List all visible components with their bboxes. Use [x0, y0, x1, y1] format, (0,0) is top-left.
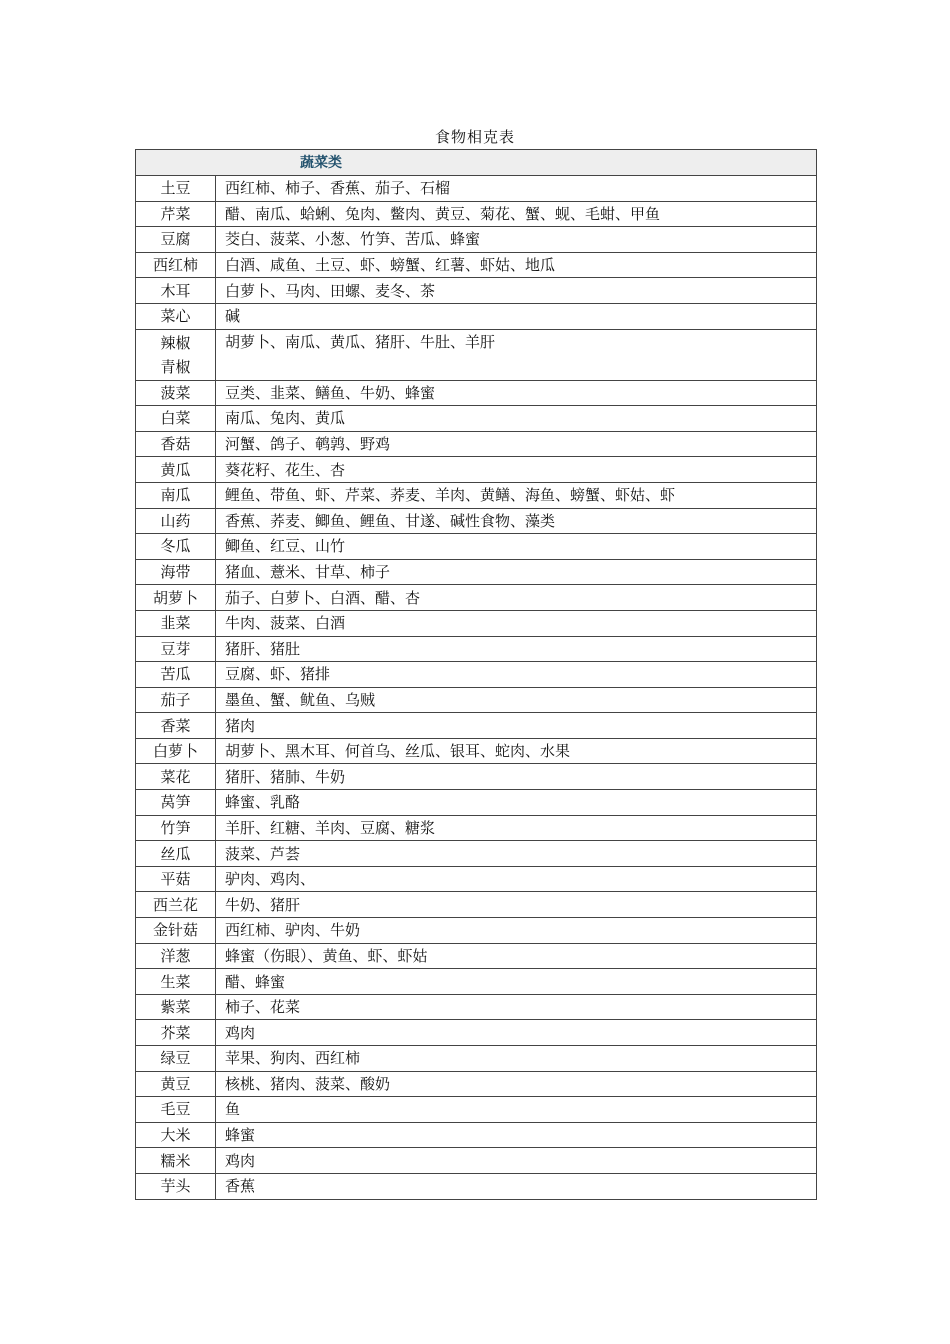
table-row	[136, 1071, 817, 1097]
food-name: 香菜	[160, 716, 191, 735]
table-row	[136, 636, 817, 662]
food-name-cell	[136, 252, 216, 278]
food-name: 香菇	[160, 435, 191, 454]
food-name: 金针菇	[152, 921, 198, 940]
incompatible-foods-cell: 猪肉	[216, 713, 817, 739]
table-row	[136, 303, 817, 329]
food-name: 丝瓜	[160, 844, 191, 863]
table-row	[136, 1173, 817, 1199]
incompatible-foods-cell: 蜂蜜	[216, 1122, 817, 1148]
table-row	[136, 713, 817, 739]
food-name-cell	[136, 866, 216, 892]
table-row	[136, 815, 817, 841]
food-name: 苦瓜	[160, 665, 191, 684]
food-name-cell	[136, 176, 216, 202]
incompatible-foods-cell: 蜂蜜、乳酪	[216, 790, 817, 816]
incompatible-foods-cell: 驴肉、鸡肉、	[216, 866, 817, 892]
table-row	[136, 1122, 817, 1148]
food-name: 豆芽	[160, 639, 191, 658]
table-row	[136, 508, 817, 534]
food-name: 豆腐	[160, 230, 191, 249]
table-row	[136, 585, 817, 611]
table-row	[136, 738, 817, 764]
food-name-cell	[136, 662, 216, 688]
table-row	[136, 1046, 817, 1072]
incompatible-foods-cell: 鱼	[216, 1097, 817, 1123]
incompatible-foods-cell: 豆类、韭菜、鳝鱼、牛奶、蜂蜜	[216, 380, 817, 406]
food-name: 辣椒	[160, 333, 191, 352]
food-name: 黄豆	[160, 1074, 191, 1093]
incompatible-foods-cell: 茭白、菠菜、小葱、竹笋、苦瓜、蜂蜜	[216, 227, 817, 253]
incompatible-foods-cell: 豆腐、虾、猪排	[216, 662, 817, 688]
food-name: 土豆	[160, 179, 191, 198]
food-incompatibility-table	[135, 149, 817, 1200]
food-name: 西兰花	[152, 895, 198, 914]
table-row	[136, 1097, 817, 1123]
food-name-cell	[136, 892, 216, 918]
food-name-cell	[136, 303, 216, 329]
food-name-cell	[136, 687, 216, 713]
food-name: 黄瓜	[160, 460, 191, 479]
table-row	[136, 201, 817, 227]
food-name-cell	[136, 329, 216, 380]
incompatible-foods-cell: 鲤鱼、带鱼、虾、芹菜、荞麦、羊肉、黄鳝、海鱼、螃蟹、虾姑、虾	[216, 482, 817, 508]
incompatible-foods-cell: 胡萝卜、黑木耳、何首乌、丝瓜、银耳、蛇肉、水果	[216, 738, 817, 764]
incompatible-foods-cell: 香蕉、荞麦、鲫鱼、鲤鱼、甘遂、碱性食物、藻类	[216, 508, 817, 534]
food-name-cell	[136, 636, 216, 662]
table-row	[136, 918, 817, 944]
food-name-cell	[136, 1046, 216, 1072]
food-name: 山药	[160, 511, 191, 530]
food-name: 韭菜	[160, 614, 191, 633]
food-name: 冬瓜	[160, 537, 191, 556]
food-name: 毛豆	[160, 1100, 191, 1119]
food-name-cell	[136, 482, 216, 508]
category-label: 蔬菜类	[300, 155, 342, 171]
table-row	[136, 994, 817, 1020]
table-row	[136, 406, 817, 432]
incompatible-foods-cell: 河蟹、鸽子、鹌鹑、野鸡	[216, 431, 817, 457]
food-name-cell	[136, 1020, 216, 1046]
food-name-cell	[136, 201, 216, 227]
incompatible-foods-cell: 蜂蜜（伤眼）、黄鱼、虾、虾姑	[216, 943, 817, 969]
table-row	[136, 457, 817, 483]
food-name-cell	[136, 431, 216, 457]
table-row	[136, 227, 817, 253]
incompatible-foods-cell: 羊肝、红糖、羊肉、豆腐、糖浆	[216, 815, 817, 841]
food-name: 生菜	[160, 972, 191, 991]
incompatible-foods-cell: 醋、蜂蜜	[216, 969, 817, 995]
incompatible-foods-cell: 西红柿、驴肉、牛奶	[216, 918, 817, 944]
food-name: 西红柿	[152, 256, 198, 275]
table-row	[136, 687, 817, 713]
food-name: 木耳	[160, 281, 191, 300]
incompatible-foods-cell: 柿子、花菜	[216, 994, 817, 1020]
food-name-cell	[136, 585, 216, 611]
incompatible-foods-cell: 鲫鱼、红豆、山竹	[216, 534, 817, 560]
food-name: 茄子	[160, 690, 191, 709]
food-name-cell	[136, 713, 216, 739]
food-name: 菜花	[160, 767, 191, 786]
food-name: 糯米	[160, 1151, 191, 1170]
incompatible-foods-cell: 猪血、薏米、甘草、柿子	[216, 559, 817, 585]
incompatible-foods-cell: 胡萝卜、南瓜、黄瓜、猪肝、牛肚、羊肝	[216, 329, 817, 380]
incompatible-foods-cell: 白酒、咸鱼、土豆、虾、螃蟹、红薯、虾姑、地瓜	[216, 252, 817, 278]
incompatible-foods-cell: 西红柿、柿子、香蕉、茄子、石榴	[216, 176, 817, 202]
food-name: 芋头	[160, 1177, 191, 1196]
food-name-cell	[136, 508, 216, 534]
food-name: 洋葱	[160, 946, 191, 965]
table-row	[136, 252, 817, 278]
food-name: 芥菜	[160, 1023, 191, 1042]
category-header-cell	[136, 150, 817, 176]
food-name-cell	[136, 790, 216, 816]
incompatible-foods-cell: 牛奶、猪肝	[216, 892, 817, 918]
food-name-cell	[136, 943, 216, 969]
table-row	[136, 841, 817, 867]
food-name-cell	[136, 406, 216, 432]
food-name: 菠菜	[160, 383, 191, 402]
food-name-cell	[136, 1173, 216, 1199]
food-name-cell	[136, 610, 216, 636]
food-name-cell	[136, 815, 216, 841]
table-row	[136, 278, 817, 304]
table-row	[136, 764, 817, 790]
incompatible-foods-cell: 南瓜、兔肉、黄瓜	[216, 406, 817, 432]
table-row	[136, 892, 817, 918]
incompatible-foods-cell: 碱	[216, 303, 817, 329]
table-row	[136, 431, 817, 457]
incompatible-foods-cell: 鸡肉	[216, 1020, 817, 1046]
incompatible-foods-cell: 香蕉	[216, 1173, 817, 1199]
food-name-cell	[136, 738, 216, 764]
incompatible-foods-cell: 菠菜、芦荟	[216, 841, 817, 867]
food-name-cell	[136, 1122, 216, 1148]
food-name: 平菇	[160, 870, 191, 889]
food-name: 白萝卜	[152, 742, 198, 761]
table-row	[136, 176, 817, 202]
food-name-cell	[136, 1148, 216, 1174]
food-name: 绿豆	[160, 1049, 191, 1068]
food-name: 白菜	[160, 409, 191, 428]
incompatible-foods-cell: 核桃、猪肉、菠菜、酸奶	[216, 1071, 817, 1097]
table-row	[136, 1020, 817, 1046]
table-row	[136, 943, 817, 969]
table-row	[136, 380, 817, 406]
food-name: 芹菜	[160, 204, 191, 223]
table-row	[136, 662, 817, 688]
table-row	[136, 790, 817, 816]
table-row	[136, 610, 817, 636]
food-name: 菜心	[160, 307, 191, 326]
table-row	[136, 866, 817, 892]
food-name-cell	[136, 534, 216, 560]
food-name: 紫菜	[160, 998, 191, 1017]
table-body	[136, 150, 817, 1200]
food-name-cell	[136, 764, 216, 790]
food-name-cell	[136, 380, 216, 406]
food-name-cell	[136, 1071, 216, 1097]
food-name-cell	[136, 969, 216, 995]
food-name: 青椒	[160, 357, 191, 376]
incompatible-foods-cell: 白萝卜、马肉、田螺、麦冬、茶	[216, 278, 817, 304]
table-row	[136, 1148, 817, 1174]
table-row	[136, 329, 817, 380]
food-name: 莴笋	[160, 793, 191, 812]
food-name-cell	[136, 278, 216, 304]
food-name-cell	[136, 559, 216, 585]
food-name: 胡萝卜	[152, 588, 198, 607]
incompatible-foods-cell: 墨鱼、蟹、鱿鱼、乌贼	[216, 687, 817, 713]
food-name-cell	[136, 1097, 216, 1123]
incompatible-foods-cell: 葵花籽、花生、杏	[216, 457, 817, 483]
food-name: 竹笋	[160, 818, 191, 837]
food-name-cell	[136, 918, 216, 944]
incompatible-foods-cell: 猪肝、猪肺、牛奶	[216, 764, 817, 790]
incompatible-foods-cell: 鸡肉	[216, 1148, 817, 1174]
table-row	[136, 534, 817, 560]
food-name: 南瓜	[160, 486, 191, 505]
food-name: 大米	[160, 1126, 191, 1145]
incompatible-foods-cell: 醋、南瓜、蛤蜊、兔肉、鳖肉、黄豆、菊花、蟹、蚬、毛蚶、甲鱼	[216, 201, 817, 227]
incompatible-foods-cell: 猪肝、猪肚	[216, 636, 817, 662]
page-title: 食物相克表	[434, 128, 515, 146]
incompatible-foods-cell: 牛肉、菠菜、白酒	[216, 610, 817, 636]
table-row	[136, 969, 817, 995]
table-row	[136, 482, 817, 508]
incompatible-foods-cell: 苹果、狗肉、西红柿	[216, 1046, 817, 1072]
food-name-cell	[136, 841, 216, 867]
food-name-cell	[136, 457, 216, 483]
food-name: 海带	[160, 563, 191, 582]
incompatible-foods-cell: 茄子、白萝卜、白酒、醋、杏	[216, 585, 817, 611]
category-header-row	[136, 150, 817, 176]
food-name-cell	[136, 994, 216, 1020]
table-row	[136, 559, 817, 585]
food-name-cell	[136, 227, 216, 253]
